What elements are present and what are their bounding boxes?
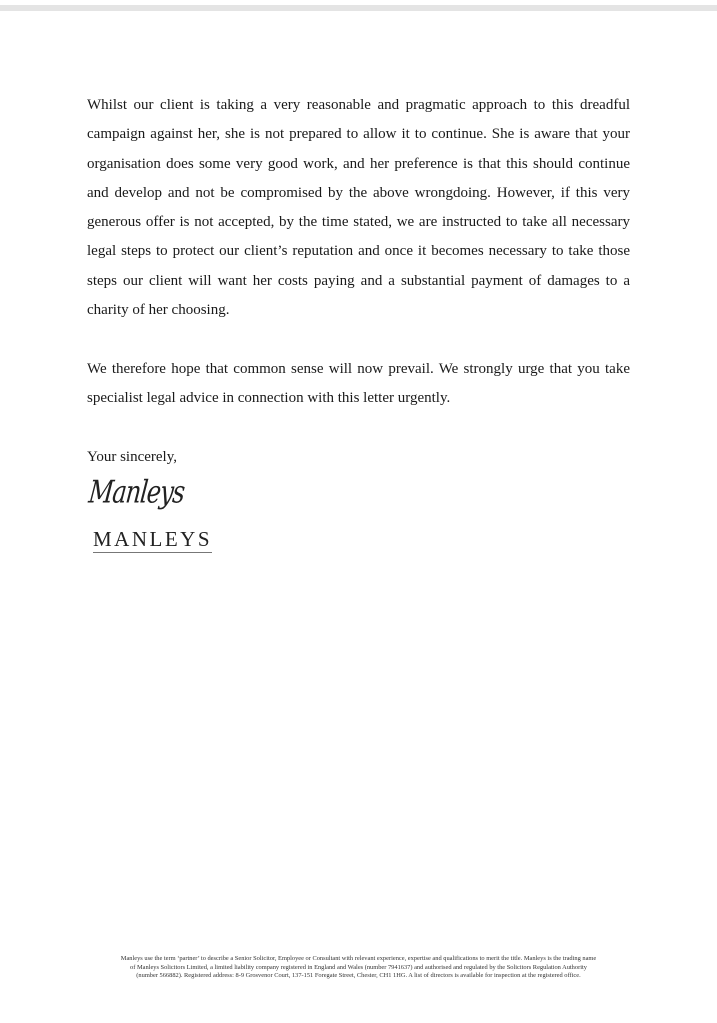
closing-salutation: Your sincerely, xyxy=(87,449,177,465)
body-paragraph-1: Whilst our client is taking a very reasonable and pragmatic approach to this dreadful campaign against her, she is not prepared to allow it to continue. She is aware that your organisation does some very good work, and her preference is that this should continue and develop and not be compromised by the above wrongdoing. However, if this very generous offer is not accepted, by the time stated, we are instructed to take all necessary legal steps to protect our client’s reputation and once it becomes necessary to take those steps our client will want her costs paying and a substantial payment of damages to a charity of her choosing. xyxy=(87,97,630,319)
footer-line-3: (number 566882). Registered address: 8-9 Grosvenor Court, 137-151 Foregate Street, Chester, CH1 1HG. A list of directors is available for inspection at the registered office. xyxy=(136,972,581,980)
legal-footer xyxy=(80,955,637,981)
handwritten-signature: Manleys xyxy=(87,473,187,511)
footer-line-1: Manleys use the term ‘partner’ to describe a Senior Solicitor, Employee or Consultant with relevant experience, expertise and qualifications to merit the title. Manleys is the trading name xyxy=(120,955,597,962)
body-paragraph-2: We therefore hope that common sense will now prevail. We strongly urge that you take specialist legal advice in connection with this letter urgently. xyxy=(87,361,630,407)
footer-line-2: of Manleys Solicitors Limited, a limited liability company registered in England and Wales (number 7941637) and authorised and regulated by the Solicitors Regulation Authority xyxy=(130,963,587,971)
firm-name-logo: MANLEYS xyxy=(93,527,213,551)
